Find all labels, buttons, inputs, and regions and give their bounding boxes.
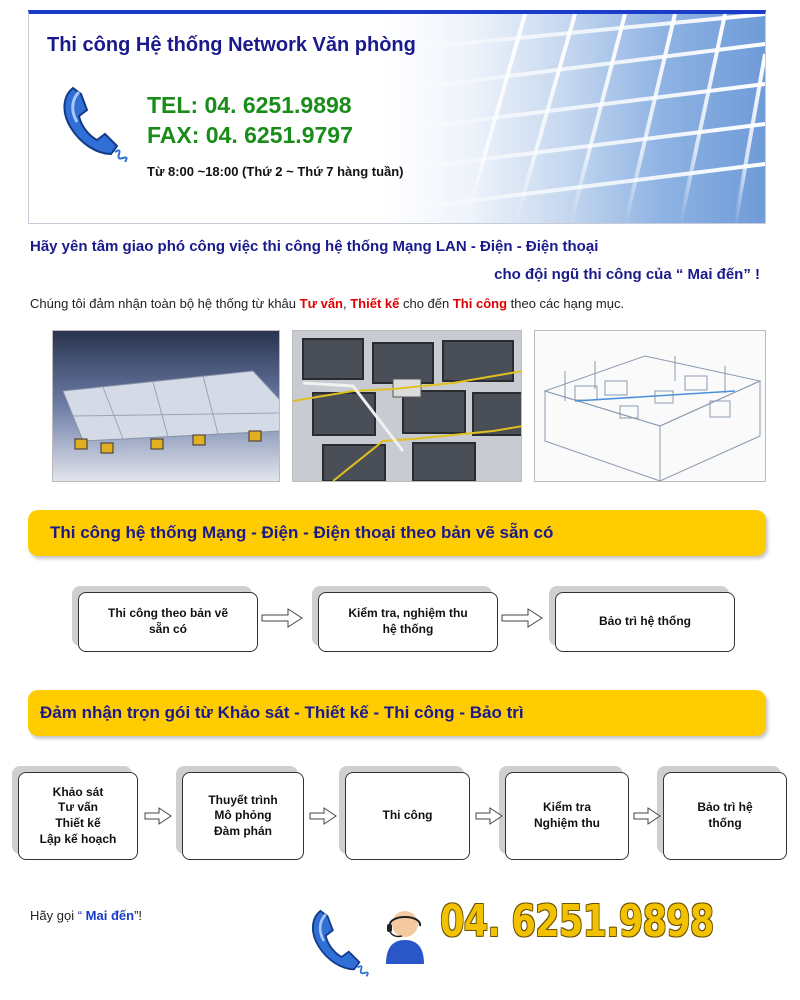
quote-mark: “ bbox=[77, 908, 86, 923]
step-construction bbox=[345, 772, 470, 860]
quote-mark: ”! bbox=[134, 908, 143, 923]
call-text: Hãy gọi bbox=[30, 908, 75, 923]
arrow-right-icon bbox=[143, 806, 173, 826]
hotline-number: 04. 6251.9898 bbox=[440, 896, 714, 947]
raised-floor-photo bbox=[52, 330, 280, 482]
arrow-right-icon bbox=[308, 806, 338, 826]
step-label: Bảo trì hệ thống bbox=[697, 800, 753, 830]
intro-line-3 bbox=[30, 296, 624, 311]
arrow-right-icon bbox=[260, 606, 304, 630]
intro-line-2: cho đội ngũ thi công của “ Mai đến” ! bbox=[494, 266, 760, 283]
intro-line-1: Hãy yên tâm giao phó công việc thi công hệ thống Mạng LAN - Điện - Điện thoại bbox=[30, 238, 599, 255]
company-name: Mai đến bbox=[85, 908, 135, 923]
office-floorplan-3d-photo bbox=[534, 330, 766, 482]
business-hours: Từ 8:00 ~18:00 (Thứ 2 ~ Thứ 7 hàng tuần) bbox=[147, 164, 404, 179]
step-maintenance bbox=[555, 592, 735, 652]
tel-number: TEL: 04. 6251.9898 bbox=[147, 92, 352, 118]
banner-title: Thi công Hệ thống Network Văn phòng bbox=[47, 34, 416, 56]
telephone-icon bbox=[308, 904, 370, 978]
header-banner bbox=[28, 10, 766, 224]
step-label: Thuyết trình Mô phỏng Đàm phán bbox=[208, 792, 278, 838]
step-label: Bảo trì hệ thống bbox=[599, 614, 691, 629]
arrow-right-icon bbox=[474, 806, 504, 826]
arrow-right-icon bbox=[632, 806, 662, 826]
highlight-construction: Thi công bbox=[452, 296, 508, 311]
step-survey-plan bbox=[18, 772, 138, 860]
step-label: Thi công theo bản vẽ sẵn có bbox=[107, 606, 228, 636]
step-system-maintenance bbox=[663, 772, 787, 860]
intro-text: theo các hạng mục. bbox=[507, 296, 625, 311]
arrow-right-icon bbox=[500, 606, 544, 630]
intro-text: cho đến bbox=[399, 296, 453, 311]
step-inspection bbox=[505, 772, 629, 860]
step-label: Kiểm tra Nghiệm thu bbox=[534, 800, 600, 830]
floor-panel-cabling-photo bbox=[292, 330, 522, 482]
section-existing-drawing-title: Thi công hệ thống Mạng - Điện - Điện thoại theo bản vẽ sẵn có bbox=[28, 510, 766, 556]
intro-text: , bbox=[343, 296, 351, 311]
highlight-design: Thiết kế bbox=[350, 296, 400, 311]
step-label: Khảo sát Tư vấn Thiết kế Lập kế hoạch bbox=[39, 784, 117, 846]
call-us-text bbox=[30, 908, 142, 923]
operator-avatar-icon bbox=[378, 900, 432, 964]
section-full-package-title: Đảm nhận trọn gói từ Khảo sát - Thiết kế - Thi công - Bảo trì bbox=[28, 690, 766, 736]
network-grid-graphic bbox=[405, 14, 765, 224]
intro-text: Chúng tôi đảm nhận toàn bộ hệ thống từ khâu bbox=[30, 296, 300, 311]
step-inspect-accept bbox=[318, 592, 498, 652]
highlight-consulting: Tư vấn bbox=[299, 296, 343, 311]
telephone-icon bbox=[59, 82, 129, 162]
step-label: Thi công bbox=[382, 808, 433, 823]
fax-number: FAX: 04. 6251.9797 bbox=[147, 122, 353, 148]
step-present-negotiate bbox=[182, 772, 304, 860]
step-label: Kiểm tra, nghiệm thu hệ thống bbox=[348, 606, 468, 636]
step-build-from-drawing bbox=[78, 592, 258, 652]
